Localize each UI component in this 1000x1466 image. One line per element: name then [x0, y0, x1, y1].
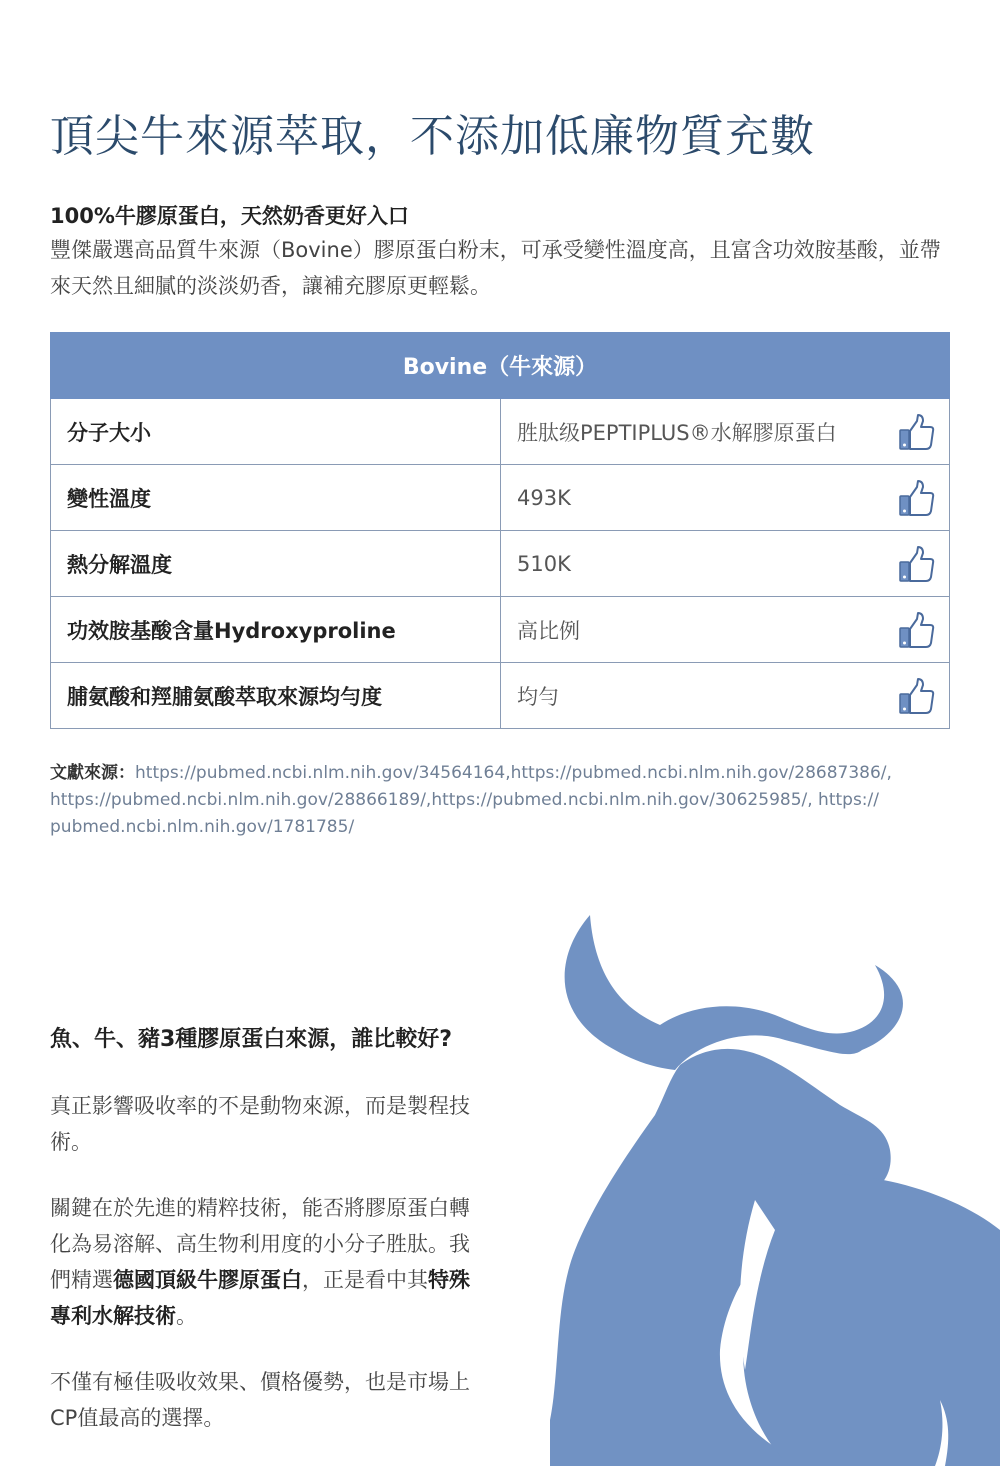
- row-value-cell: [501, 663, 950, 729]
- row-label: 脯氨酸和羥脯氨酸萃取來源均勻度: [51, 663, 501, 729]
- table-header: Bovine（牛來源）: [51, 333, 950, 399]
- row-value: 493K: [517, 485, 571, 510]
- section2-title: 魚、牛、豬3種膠原蛋白來源，誰比較好?: [50, 1027, 453, 1052]
- row-label: 變性溫度: [51, 465, 501, 531]
- table-row: [51, 597, 950, 663]
- table-row: [51, 465, 950, 531]
- paragraph-text: 關鍵在於先進的精粹技術，能否將膠原蛋白轉化為易溶解、高生物利用度的小分子胜肽。我們精選: [50, 1196, 470, 1292]
- references-links[interactable]: https://pubmed.ncbi.nlm.nih.gov/34564164,https://pubmed.ncbi.nlm.nih.gov/28687386/, https://pubmed.ncbi.nlm.nih.gov/28866189/,https://pubmed.ncbi.nlm.nih.gov/30625985/, https:// pubmed.ncbi.nlm.nih.gov/1781785/: [50, 763, 892, 837]
- row-label: 功效胺基酸含量Hydroxyproline: [51, 597, 501, 663]
- table-row: [51, 531, 950, 597]
- thumbs-up-icon: [897, 610, 937, 650]
- thumbs-up-icon: [897, 544, 937, 584]
- row-value-cell: [501, 465, 950, 531]
- row-value-cell: [501, 399, 950, 465]
- section2-paragraph-2: [50, 1190, 490, 1334]
- thumbs-up-icon: [897, 478, 937, 518]
- row-value: 均勻: [517, 684, 559, 709]
- table-header-row: [51, 333, 950, 399]
- row-value-cell: [501, 531, 950, 597]
- references-label: 文獻來源：: [50, 763, 135, 783]
- intro-body: 豐傑嚴選高品質牛來源（Bovine）膠原蛋白粉末，可承受變性溫度高，且富含功效胺基酸，並帶來天然且細膩的淡淡奶香，讓補充膠原更輕鬆。: [50, 238, 941, 298]
- row-value: 510K: [517, 551, 571, 576]
- thumbs-up-icon: [897, 412, 937, 452]
- bull-silhouette-icon: [550, 900, 1000, 1466]
- thumbs-up-icon: [897, 676, 937, 716]
- row-label: 熱分解溫度: [51, 531, 501, 597]
- section2-paragraph-3: 不僅有極佳吸收效果、價格優勢，也是市場上CP值最高的選擇。: [50, 1370, 470, 1430]
- references: [50, 760, 930, 841]
- row-value-cell: [501, 597, 950, 663]
- highlight-patent-tech: 特殊專利水解技術: [50, 1268, 470, 1328]
- intro-title: 100%牛膠原蛋白，天然奶香更好入口: [50, 204, 409, 228]
- highlight-german-collagen: 德國頂級牛膠原蛋白: [113, 1268, 302, 1292]
- section2-paragraph-1: 真正影響吸收率的不是動物來源，而是製程技術。: [50, 1094, 470, 1154]
- paragraph-text: ，正是看中其: [302, 1268, 428, 1292]
- row-label: 分子大小: [51, 399, 501, 465]
- bovine-spec-table: [50, 332, 950, 729]
- page-headline: 頂尖牛來源萃取，不添加低廉物質充數: [50, 111, 815, 162]
- table-row: [51, 663, 950, 729]
- table-row: [51, 399, 950, 465]
- row-value: 胜肽级PEPTIPLUS®水解膠原蛋白: [517, 420, 837, 445]
- row-value: 高比例: [517, 618, 580, 643]
- paragraph-text: 。: [176, 1304, 197, 1328]
